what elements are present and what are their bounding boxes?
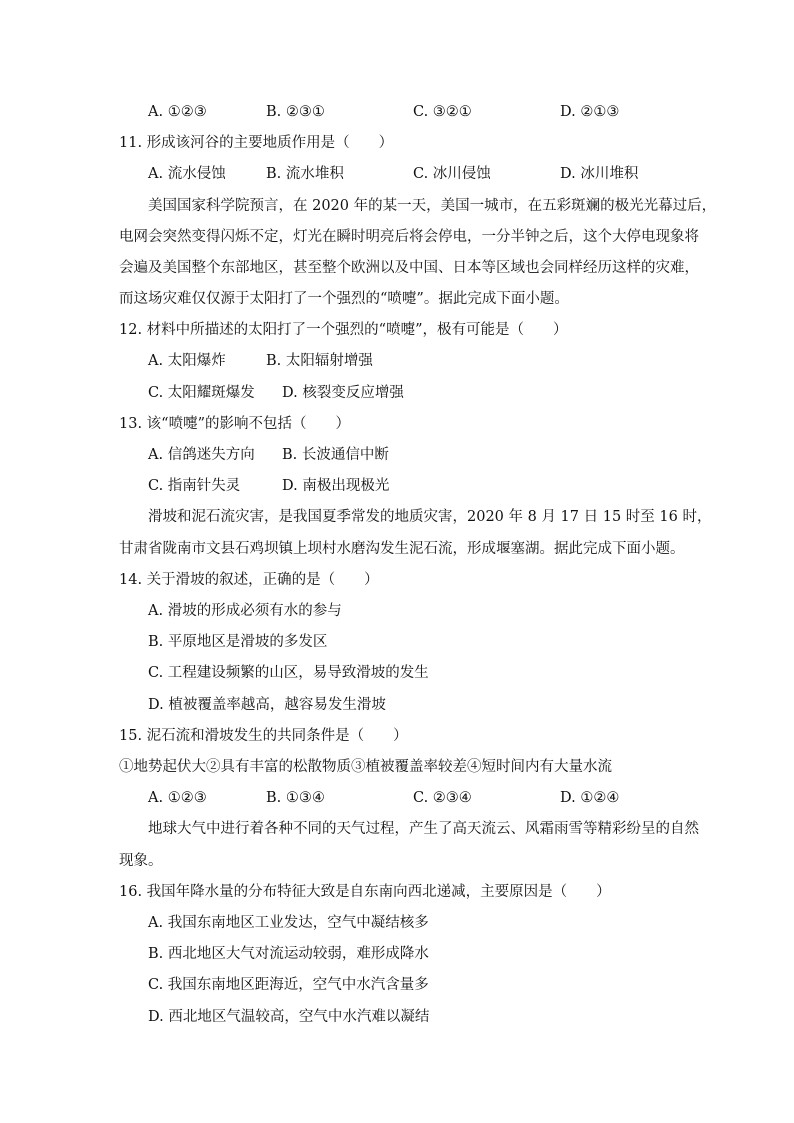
option-b: B. 流水堆积 [266, 166, 344, 182]
option-b: B. ②③① [266, 104, 325, 120]
option-d: D. 冰川堆积 [560, 166, 639, 182]
option-a: A. 我国东南地区工业发达，空气中凝结核多 [148, 915, 429, 931]
option-d: D. ②①③ [560, 104, 620, 120]
option-b: B. 长波通信中断 [282, 447, 389, 463]
option-d: D. 西北地区气温较高，空气中水汽难以凝结 [148, 1009, 430, 1025]
passage-line: 而这场灾难仅仅源于太阳打了一个强烈的“喷嚏”。据此完成下面小题。 [119, 291, 569, 307]
option-c: C. ③②① [413, 104, 472, 120]
passage-line: 滑坡和泥石流灾害，是我国夏季常发的地质灾害，2020 年 8 月 17 日 15 时至 16 时， [148, 509, 712, 525]
passage-line: 会遍及美国整个东部地区，甚至整个欧洲以及中国、日本等区域也会同样经历这样的灾难， [119, 260, 699, 276]
option-b: B. 太阳辐射增强 [266, 353, 373, 369]
q13-options-row1 [0, 445, 794, 465]
option-b: B. 西北地区大气对流运动较弱，难形成降水 [148, 946, 429, 962]
option-c: C. 指南针失灵 [148, 478, 241, 494]
passage-line: 现象。 [119, 853, 163, 869]
option-a: A. ①②③ [148, 790, 207, 806]
option-c: C. 工程建设频繁的山区，易导致滑坡的发生 [148, 665, 429, 681]
option-c: C. 冰川侵蚀 [413, 166, 491, 182]
option-c: C. 我国东南地区距海近，空气中水汽含量多 [148, 977, 429, 993]
q15-options [0, 788, 794, 808]
q12-options-row1 [0, 351, 794, 371]
option-d: D. 南极出现极光 [282, 478, 390, 494]
question-15: 15. 泥石流和滑坡发生的共同条件是（ ） [119, 728, 408, 744]
option-b: B. 平原地区是滑坡的多发区 [148, 634, 328, 650]
option-b: B. ①③④ [266, 790, 325, 806]
q12-options-row2 [0, 383, 794, 403]
q11-options [0, 164, 794, 184]
passage-line: 地球大气中进行着各种不同的天气过程，产生了高天流云、风霜雨雪等精彩纷呈的自然 [148, 821, 699, 837]
option-a: A. 滑坡的形成必须有水的参与 [148, 603, 342, 619]
question-11: 11. 形成该河谷的主要地质作用是（ ） [119, 135, 394, 151]
question-16: 16. 我国年降水量的分布特征大致是自东南向西北递减，主要原因是（ ） [119, 884, 611, 900]
option-d: D. 核裂变反应增强 [282, 385, 404, 401]
question-14: 14. 关于滑坡的叙述，正确的是（ ） [119, 572, 379, 588]
option-a: A. 流水侵蚀 [148, 166, 226, 182]
passage-line: 美国国家科学院预言，在 2020 年的某一天，美国一城市，在五彩斑斓的极光光幕过后， [148, 198, 717, 214]
question-13: 13. 该“喷嚏”的影响不包括（ ） [119, 416, 350, 432]
option-c: C. 太阳耀斑爆发 [148, 385, 255, 401]
question-12: 12. 材料中所描述的太阳打了一个强烈的“喷嚏”，极有可能是（ ） [119, 322, 568, 338]
option-d: D. 植被覆盖率越高，越容易发生滑坡 [148, 697, 386, 713]
passage-line: 电网会突然变得闪烁不定，灯光在瞬时明亮后将会停电，一分半钟之后，这个大停电现象将 [119, 229, 699, 245]
option-c: C. ②③④ [413, 790, 472, 806]
q13-options-row2 [0, 476, 794, 496]
condition-list: ①地势起伏大②具有丰富的松散物质③植被覆盖率较差④短时间内有大量水流 [119, 759, 612, 775]
passage-line: 甘肃省陇南市文县石鸡坝镇上坝村水磨沟发生泥石流，形成堰塞湖。据此完成下面小题。 [119, 541, 685, 557]
q10-options [0, 102, 794, 122]
option-a: A. 信鸽迷失方向 [148, 447, 255, 463]
option-a: A. 太阳爆炸 [148, 353, 226, 369]
option-d: D. ①②④ [560, 790, 620, 806]
option-a: A. ①②③ [148, 104, 207, 120]
